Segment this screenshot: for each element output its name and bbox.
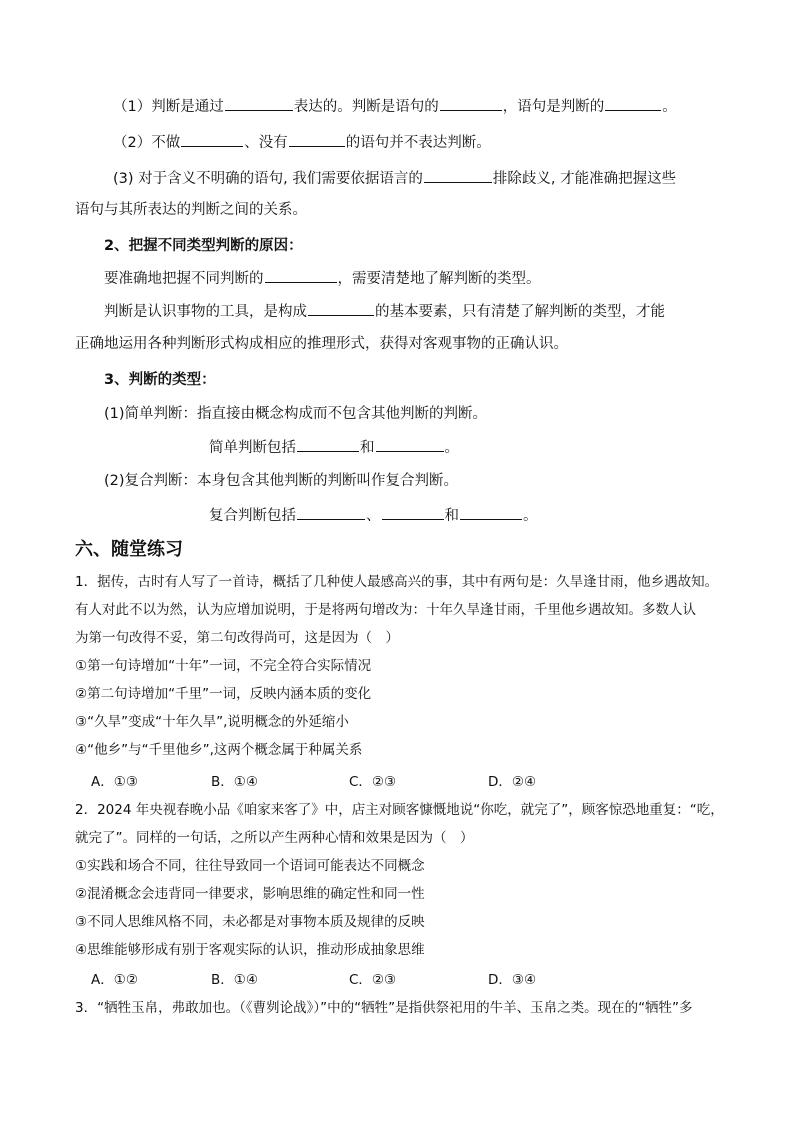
- reason-line-2: 判断是认识事物的工具，是构成 的基本要素，只有清楚了解判断的类型，才能: [104, 301, 665, 322]
- option-c[interactable]: C．②③: [349, 774, 397, 790]
- judgment-item-2: （2）不做 、没有 的语句并不表达判断。: [113, 132, 491, 153]
- blank[interactable]: [424, 168, 492, 183]
- q1-line-3: 为第一句改得不妥，第二句改得尚可，这是因为（ ）: [75, 630, 399, 646]
- compound-judgment-def: (2)复合判断：本身包含其他判断的判断叫作复合判断。: [104, 473, 459, 489]
- judgment-item-3: (3) 对于含义不明确的语句, 我们需要依据语言的 排除歧义, 才能准确把握这些: [113, 168, 676, 189]
- simple-judgment-includes: 简单判断包括 和 。: [209, 437, 459, 458]
- blank[interactable]: [376, 437, 444, 452]
- q2-options: [0, 970, 794, 990]
- reason-line-1: 要准确地把握不同判断的 ，需要清楚地了解判断的类型。: [104, 268, 541, 289]
- heading-reason: 2、把握不同类型判断的原因：: [104, 238, 303, 254]
- blank[interactable]: [460, 505, 522, 520]
- judgment-item-3-cont: 语句与其所表达的判断之间的关系。: [75, 202, 307, 218]
- blank[interactable]: [382, 505, 444, 520]
- blank[interactable]: [297, 505, 365, 520]
- q3-line-1: 3．“牺牲玉帛，弗敢加也。（《曹刿论战》）”中的“牺牲”是指供祭祀用的牛羊、玉帛之类。现在的“牺牲”多: [75, 1000, 693, 1016]
- blank[interactable]: [181, 132, 243, 147]
- option-d[interactable]: D．②④: [488, 774, 537, 790]
- section-title: 六、随堂练习: [75, 539, 183, 560]
- heading-types: 3、判断的类型：: [104, 372, 216, 388]
- blank[interactable]: [605, 96, 661, 111]
- blank[interactable]: [225, 96, 293, 111]
- q2-line-1: 2．2024 年央视春晚小品《咱家来客了》中，店主对顾客慷慨地说“你吃，就完了”，顾客惊恐地重复：“吃，: [75, 802, 724, 818]
- q2-item: ④思维能够形成有别于客观实际的认识，推动形成抽象思维: [75, 942, 425, 958]
- q1-item: ④“他乡”与“千里他乡”,这两个概念属于种属关系: [75, 742, 363, 758]
- blank[interactable]: [265, 268, 337, 283]
- q1-options: [0, 772, 794, 792]
- blank[interactable]: [440, 96, 502, 111]
- q1-item: ②第二句诗增加“千里”一词，反映内涵本质的变化: [75, 686, 372, 702]
- option-b[interactable]: B．①④: [211, 972, 258, 988]
- option-a[interactable]: A．①③: [91, 774, 138, 790]
- q2-line-2: 就完了”。同样的一句话，之所以产生两种心情和效果是因为（ ）: [75, 830, 474, 846]
- q2-item: ③不同人思维风格不同，未必都是对事物本质及规律的反映: [75, 914, 425, 930]
- q1-item: ③“久旱”变成“十年久旱”,说明概念的外延缩小: [75, 714, 349, 730]
- simple-judgment-def: (1)简单判断：指直接由概念构成而不包含其他判断的判断。: [104, 406, 488, 422]
- q1-line-2: 有人对此不以为然，认为应增加说明，于是将两句增改为：十年久旱逢甘雨，千里他乡遇故知。多数人认: [75, 602, 696, 618]
- option-b[interactable]: B．①④: [211, 774, 258, 790]
- option-a[interactable]: A．①②: [91, 972, 138, 988]
- q2-item: ①实践和场合不同，往往导致同一个语词可能表达不同概念: [75, 858, 425, 874]
- reason-line-2-cont: 正确地运用各种判断形式构成相应的推理形式，获得对客观事物的正确认识。: [75, 336, 568, 352]
- judgment-item-1: （1）判断是通过 表达的。判断是语句的 ，语句是判断的 。: [113, 96, 677, 117]
- blank[interactable]: [289, 132, 345, 147]
- option-c[interactable]: C．②③: [349, 972, 397, 988]
- q1-line-1: 1．据传，古时有人写了一首诗，概括了几种使人最感高兴的事，其中有两句是：久旱逢甘雨，他乡遇故知。: [75, 574, 719, 590]
- option-d[interactable]: D．③④: [488, 972, 537, 988]
- blank[interactable]: [308, 301, 374, 316]
- q2-item: ②混淆概念会违背同一律要求，影响思维的确定性和同一性: [75, 886, 425, 902]
- compound-judgment-includes: 复合判断包括 、 和 。: [209, 505, 538, 526]
- blank[interactable]: [297, 437, 359, 452]
- q1-item: ①第一句诗增加“十年”一词，不完全符合实际情况: [75, 658, 372, 674]
